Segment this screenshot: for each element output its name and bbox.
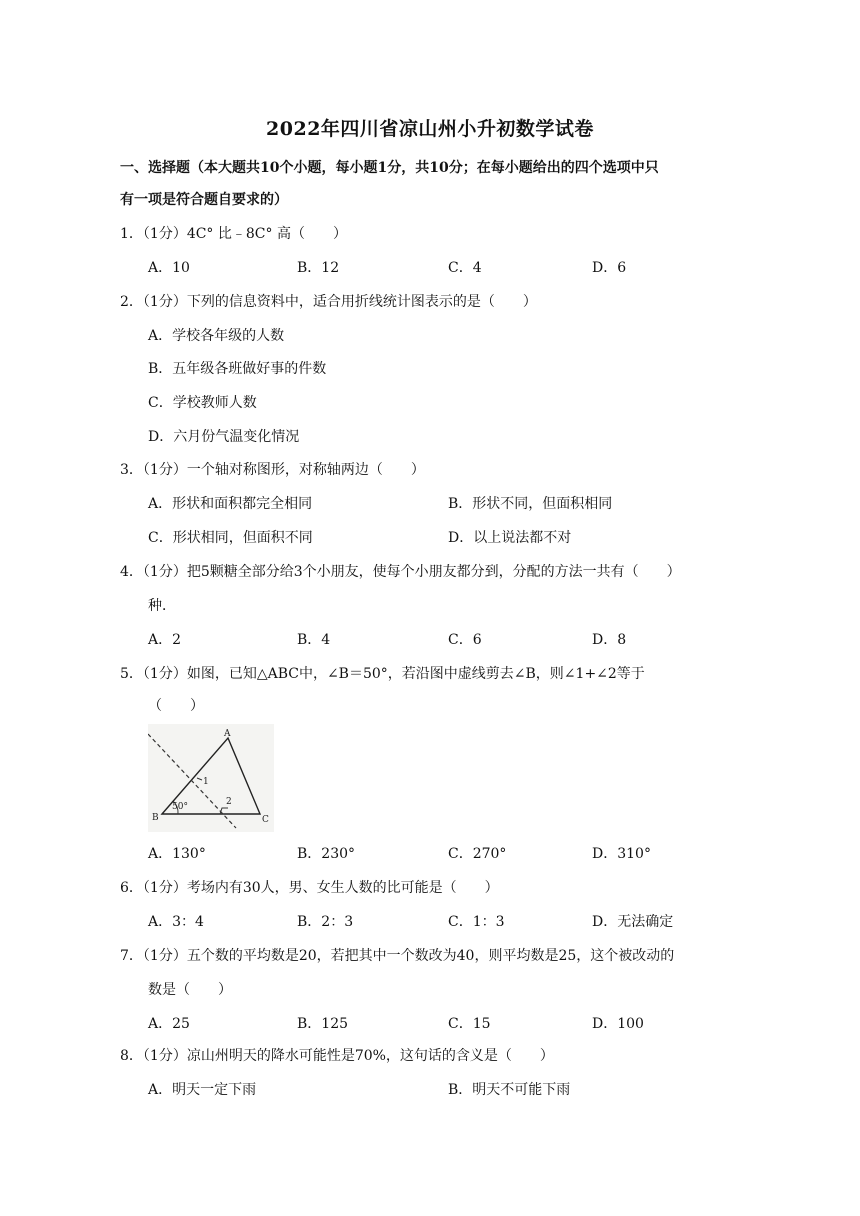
- question-2-option-c: C．学校教师人数: [148, 395, 257, 411]
- question-7-option-d: D．100: [592, 1016, 644, 1032]
- label-angle-2: 2: [226, 797, 232, 807]
- section-heading-line-1: 一、选择题（本大题共10个小题，每小题1分，共10分；在每小题给出的四个选项中只: [120, 160, 659, 176]
- question-6-option-a: A．3：4: [148, 914, 204, 930]
- question-2-option-d: D．六月份气温变化情况: [148, 429, 300, 445]
- angle-2-mark: [220, 808, 228, 814]
- question-4-stem: 4．（1分）把5颗糖全部分给3个小朋友，使每个小朋友都分到，分配的方法一共有（ ）: [120, 564, 681, 580]
- question-1-option-b: B．12: [297, 260, 340, 276]
- question-3-option-d: D．以上说法都不对: [448, 530, 572, 546]
- question-3-option-c: C．形状相同，但面积不同: [148, 530, 313, 546]
- question-5-stem: 5．（1分）如图，已知△ABC中，∠B＝50°，若沿图中虚线剪去∠B，则∠1+∠2等于: [120, 666, 645, 682]
- label-angle-1: 1: [203, 777, 209, 787]
- question-7-stem: 7．（1分）五个数的平均数是20，若把其中一个数改为40，则平均数是25，这个被改动的: [120, 948, 675, 964]
- question-7-option-a: A．25: [148, 1016, 190, 1032]
- triangle-figure: [148, 724, 274, 832]
- question-7-option-b: B．125: [297, 1016, 349, 1032]
- question-5-option-d: D．310°: [592, 846, 651, 862]
- question-3-stem: 3．（1分）一个轴对称图形，对称轴两边（ ）: [120, 462, 425, 478]
- question-4-option-d: D．8: [592, 632, 627, 648]
- question-4-stem-cont: 种．: [148, 598, 176, 614]
- question-5-option-b: B．230°: [297, 846, 356, 862]
- question-4-option-a: A．2: [148, 632, 182, 648]
- question-4-option-b: B．4: [297, 632, 331, 648]
- question-8-stem: 8．（1分）凉山州明天的降水可能性是70%，这句话的含义是（ ）: [120, 1048, 554, 1064]
- question-6-stem: 6．（1分）考场内有30人，男、女生人数的比可能是（ ）: [120, 880, 499, 896]
- question-2-option-b: B．五年级各班做好事的件数: [148, 361, 327, 377]
- question-8-option-b: B．明天不可能下雨: [448, 1082, 571, 1098]
- question-5-option-a: A．130°: [148, 846, 206, 862]
- angle-1-mark: [197, 778, 202, 780]
- question-1-option-c: C．4: [448, 260, 482, 276]
- page-title: 2022年四川省凉山州小升初数学试卷: [266, 118, 594, 140]
- question-7-option-c: C．15: [448, 1016, 491, 1032]
- question-8-option-a: A．明天一定下雨: [148, 1082, 257, 1098]
- question-7-stem-cont: 数是（ ）: [148, 982, 232, 998]
- triangle-diagram: [148, 724, 274, 832]
- question-1-option-a: A．10: [148, 260, 190, 276]
- question-3-option-a: A．形状和面积都完全相同: [148, 496, 313, 512]
- question-4-option-c: C．6: [448, 632, 482, 648]
- question-6-option-d: D．无法确定: [592, 914, 674, 930]
- section-heading-line-2: 有一项是符合题自要求的）: [120, 192, 288, 208]
- label-b: B: [152, 813, 159, 823]
- question-1-stem: 1．（1分）4C° 比﹣8C° 高（ ）: [120, 226, 347, 242]
- question-1-option-d: D．6: [592, 260, 627, 276]
- label-c: C: [262, 815, 269, 825]
- question-6-option-c: C．1：3: [448, 914, 505, 930]
- question-3-option-b: B．形状不同，但面积相同: [448, 496, 613, 512]
- question-2-stem: 2．（1分）下列的信息资料中，适合用折线统计图表示的是（ ）: [120, 294, 537, 310]
- question-6-option-b: B．2：3: [297, 914, 354, 930]
- label-a: A: [224, 729, 231, 739]
- question-5-stem-cont: （ ）: [148, 698, 204, 714]
- question-5-option-c: C．270°: [448, 846, 507, 862]
- label-angle-50: 50°: [172, 802, 188, 812]
- question-2-option-a: A．学校各年级的人数: [148, 328, 285, 344]
